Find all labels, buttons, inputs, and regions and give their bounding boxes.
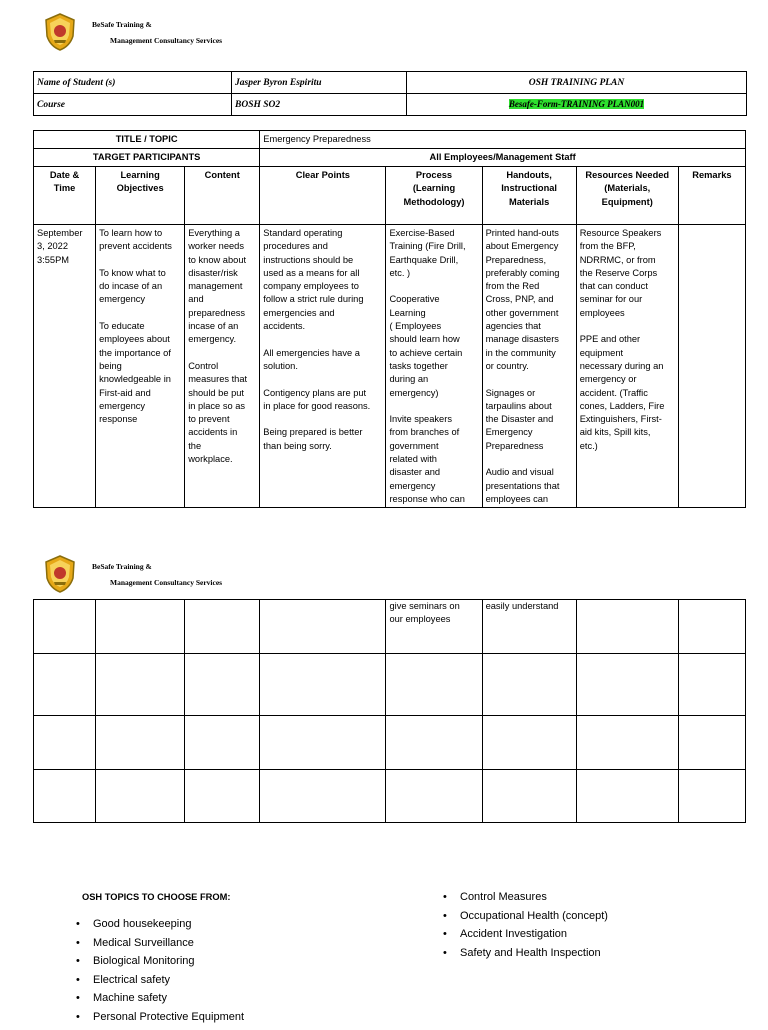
cell-body [580,225,675,507]
list-item: • Machine safety [76,992,244,1011]
student-name-label: Name of Student (s) [34,72,232,94]
cell-paragraph: Exercise-Based Training (Fire Drill, Earthquake Drill, etc. ) [389,228,466,278]
company-header-page2 [36,554,256,596]
table-row [34,770,746,823]
form-code: Besafe-Form-TRAINING PLAN001 [508,99,645,109]
cell-content [185,225,260,508]
cell-paragraph: Contigency plans are put in place for good reasons. [263,387,371,411]
table-row [34,600,746,654]
cell-paragraph: September 3, 2022 3:55PM [37,228,83,265]
cell-paragraph: Standard operating procedures and instructions should be used as a means for all company employees to follow a strict rule during emergencies and accidents. [263,228,364,332]
student-name-value: Jasper Byron Espiritu [232,72,407,94]
title-topic-label: TITLE / TOPIC [34,131,260,149]
cell-body [263,225,382,507]
cell-handouts-continued: easily understand [482,600,576,654]
cell-paragraph: Audio and visual presentations that employees can [485,467,560,504]
course-value: BOSH SO2 [232,94,407,116]
topics-list-left [76,918,244,1030]
list-item: • Electrical safety [76,974,244,993]
table-row [34,654,746,716]
cell-paragraph: Everything a worker needs to know about disaster/risk management and preparedness incase of an emergency. [188,228,247,345]
header-clear-points: Clear Points [260,167,386,225]
topics-heading: OSH TOPICS TO CHOOSE FROM: [82,892,231,902]
header-date-time: Date & Time [34,167,96,225]
table-row [34,225,746,508]
company-header [36,12,256,54]
cell-paragraph: To learn how to prevent accidents [99,228,172,252]
list-item: • Occupational Health (concept) [443,910,608,929]
training-plan-table [33,130,746,508]
shield-logo-icon [40,12,80,52]
cell-paragraph: Resource Speakers from the BFP, NDRRMC, or from the Reserve Corps that can conduct seminar for our employees [579,228,662,318]
cell-process [386,225,482,508]
list-item: • Good housekeeping [76,918,244,937]
header-handouts: Handouts, Instructional Materials [482,167,576,225]
target-participants-value: All Employees/Management Staff [260,149,746,167]
header-content: Content [185,167,260,225]
cell-paragraph: Being prepared is better than being sorry. [263,427,363,451]
plan-title: OSH TRAINING PLAN [407,72,747,94]
cell-body [486,225,573,507]
company-name-line2: Management Consultancy Services [110,36,223,45]
cell-remarks [678,225,745,508]
student-info-table [33,71,747,116]
form-code-cell [407,94,747,116]
list-item: • Accident Investigation [443,928,608,947]
header-process: Process (Learning Methodology) [386,167,482,225]
cell-paragraph: Printed hand-outs about Emergency Preparedness, preferably coming from the Red Cross, PNP, and other government agencies that manage disasters in the community or country. [485,228,560,371]
header-learning-objectives: Learning Objectives [96,167,185,225]
shield-logo-icon [40,554,80,594]
cell-paragraph: Invite speakers from branches of government related with disaster and emergency response who can [389,414,465,504]
cell-paragraph: To know what to do incase of an emergency [99,267,166,305]
title-topic-value: Emergency Preparedness [260,131,746,149]
cell-body [682,225,742,507]
header-resources: Resources Needed (Materials, Equipment) [576,167,678,225]
cell-body [389,225,478,507]
list-item: • Personal Protective Equipment [76,1011,244,1030]
topics-list-right [443,891,608,965]
list-item: • Control Measures [443,891,608,910]
course-label: Course [34,94,232,116]
cell-paragraph: Signages or tarpaulins about the Disaster and Emergency Preparedness [485,387,554,451]
company-name-line2: Management Consultancy Services [110,578,223,587]
cell-paragraph: Control measures that should be put in place so as to prevent accidents in the workplace. [188,360,248,465]
list-item: • Biological Monitoring [76,955,244,974]
cell-handouts [482,225,576,508]
cell-body [37,225,92,507]
cell-paragraph: All emergencies have a solution. [263,347,360,371]
header-remarks: Remarks [678,167,745,225]
company-name-line1: BeSafe Training & [92,20,152,29]
cell-resources [576,225,678,508]
list-item: • Medical Surveillance [76,937,244,956]
training-plan-continuation-table [33,599,746,823]
target-participants-label: TARGET PARTICIPANTS [34,149,260,167]
cell-paragraph: PPE and other equipment necessary during an emergency or accident. (Traffic cones, Ladders, Fire Extinguishers, First- aid kits, Spill kits, etc.) [579,334,665,451]
table-row [34,716,746,770]
cell-body [188,225,256,507]
cell-paragraph: Cooperative Learning ( Employees should learn how to achieve certain tasks together during an emergency) [389,294,463,398]
company-name-line1: BeSafe Training & [92,562,152,571]
list-item: • Safety and Health Inspection [443,947,608,966]
cell-learning-objectives [96,225,185,508]
cell-clear-points [260,225,386,508]
cell-process-continued: give seminars on our employees [386,600,482,654]
cell-date-time [34,225,96,508]
cell-paragraph: To educate employees about the importance of being knowledgeable in First-aid and emergency response [99,321,171,425]
cell-body [99,225,181,507]
